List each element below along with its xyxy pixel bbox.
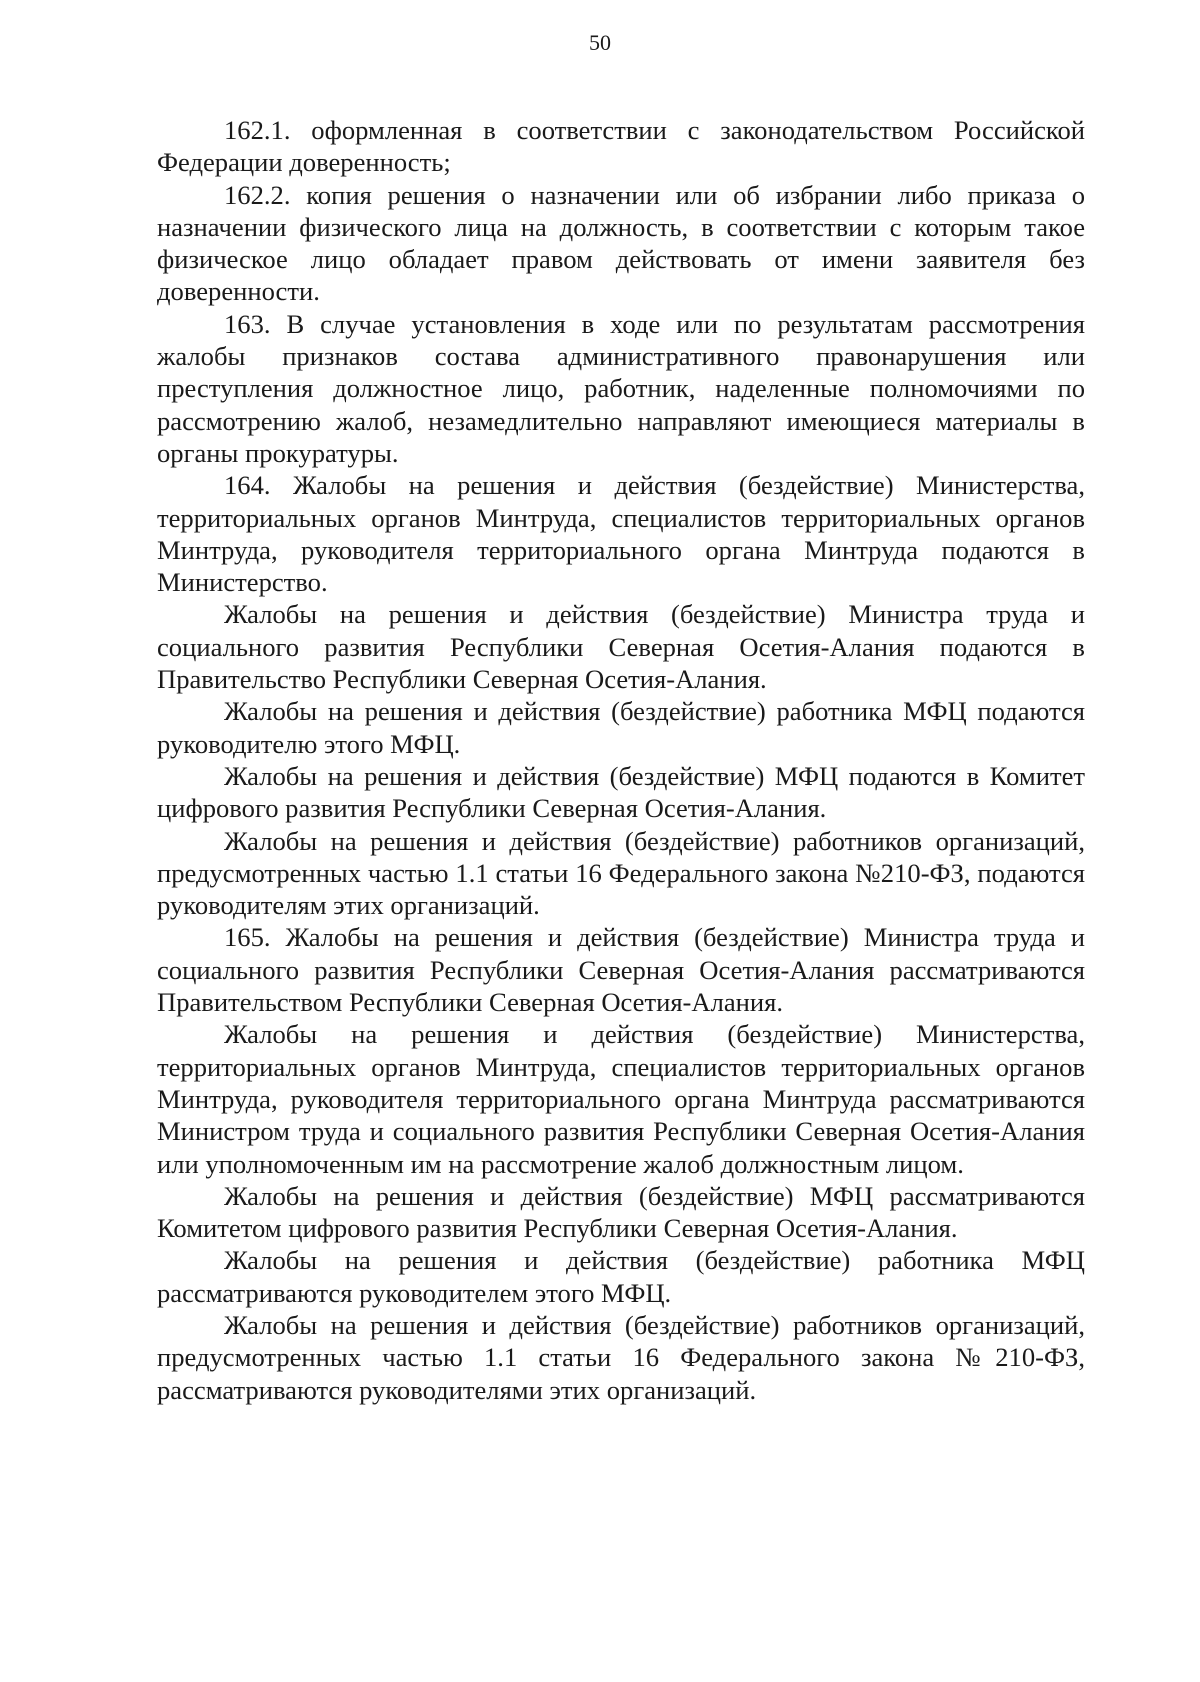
page-number: 50 <box>589 30 611 55</box>
paragraph-163: 163. В случае установления в ходе или по результатам рассмотрения жалобы признаков состава административного правонарушения или преступления должностное лицо, работник, наделенные полномочиями по рассмотрению жалоб, незамедлительно направляют имеющиеся материалы в органы прокуратуры. <box>157 308 1085 468</box>
paragraph-162-2: 162.2. копия решения о назначении или об избрании либо приказа о назначении физического лица на должность, в соответствии с которым такое физическое лицо обладает правом действовать от имени заявителя без доверенности. <box>157 179 1085 307</box>
paragraph-164: 164. Жалобы на решения и действия (бездействие) Министерства, территориальных органов Минтруда, специалистов территориальных органов Минтруда, руководителя территориального органа Минтруда подаются в Министерство. <box>157 470 1085 598</box>
paragraph-165-mfc: Жалобы на решения и действия (бездействие) МФЦ рассматриваются Комитетом цифрового развития Республики Северная Осетия-Алания. <box>157 1180 1085 1244</box>
paragraph-164-mfc: Жалобы на решения и действия (бездействие) МФЦ подаются в Комитет цифрового развития Республики Северная Осетия-Алания. <box>157 760 1085 824</box>
paragraph-164-organizations: Жалобы на решения и действия (бездействие) работников организаций, предусмотренных частью 1.1 статьи 16 Федерального закона №210-ФЗ, подаются руководителям этих организаций. <box>157 825 1085 921</box>
paragraph-164-minister: Жалобы на решения и действия (бездействие) Министра труда и социального развития Республики Северная Осетия-Алания подаются в Правительство Республики Северная Осетия-Алания. <box>157 599 1085 695</box>
paragraph-164-mfc-worker: Жалобы на решения и действия (бездействие) работника МФЦ подаются руководителю этого МФЦ. <box>157 696 1085 759</box>
paragraph-165: 165. Жалобы на решения и действия (бездействие) Министра труда и социального развития Республики Северная Осетия-Алания рассматриваются Правительством Республики Северная Осетия-Алания. <box>157 922 1085 1018</box>
paragraph-165-ministry: Жалобы на решения и действия (бездействие) Министерства, территориальных органов Минтруда, специалистов территориальных органов Минтруда, руководителя территориального органа Минтруда рассматриваются Министром труда и социального развития Республики Северная Осетия-Алания или уполномоченным им на рассмотрение жалоб должностным лицом. <box>157 1019 1085 1179</box>
paragraph-165-organizations: Жалобы на решения и действия (бездействие) работников организаций, предусмотренных частью 1.1 статьи 16 Федерального закона №210-ФЗ, рассматриваются руководителями этих организаций. <box>157 1309 1085 1405</box>
paragraph-162-1: 162.1. оформленная в соответствии с законодательством Российской Федерации доверенность; <box>157 115 1085 178</box>
document-body <box>157 114 1085 1406</box>
paragraph-165-mfc-worker: Жалобы на решения и действия (бездействие) работника МФЦ рассматриваются руководителем этого МФЦ. <box>157 1245 1085 1308</box>
